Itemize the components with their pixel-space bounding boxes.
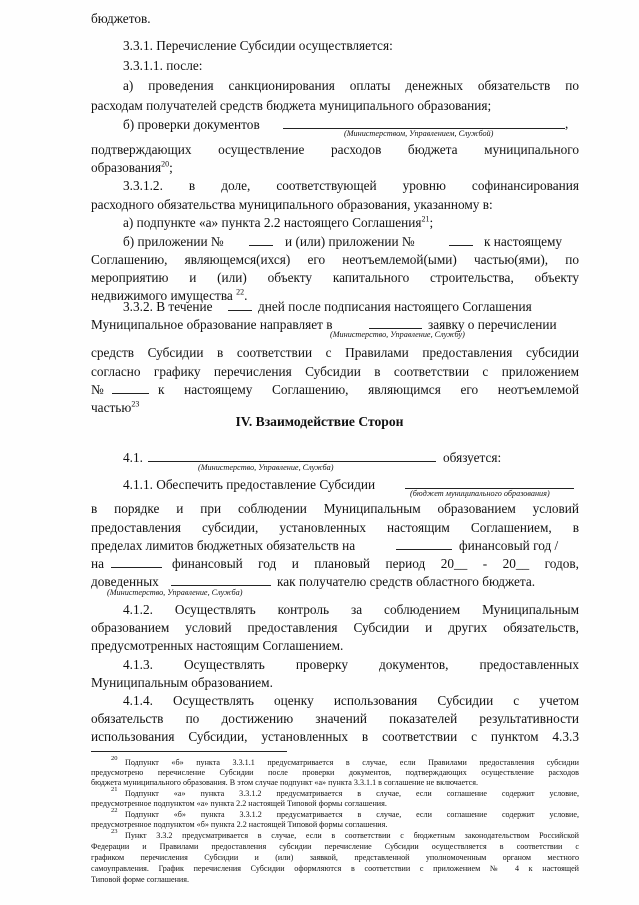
blank-line xyxy=(396,549,452,550)
text-line: в порядке и при соблюдении Муниципальным образованием условий xyxy=(91,501,579,516)
text-line: дней после подписания настоящего Соглашения xyxy=(258,299,532,314)
footnote-line: Подпункт «б» пункта 3.3.1.2 предусматривается в случае, если соглашение содержит условие, xyxy=(125,810,579,819)
footnote-ref[interactable]: 22 xyxy=(236,287,245,297)
footnote-line: Пункт 3.3.2 предусматривается в случае, если в соответствии с бюджетным законодательством Российской xyxy=(125,831,579,840)
text-line: финансовый год / xyxy=(459,538,559,553)
text-line: подтверждающих осуществление расходов бюджета муниципального xyxy=(91,142,579,157)
text-line: использования Субсидии, установленных в соответствии с пунктом 4.3.3 xyxy=(91,729,579,744)
text-line: Соглашению, являющемся(ихся) его неотъемлемой(ыми) частью(ями), по xyxy=(91,252,579,267)
text-line: доведенных xyxy=(91,574,159,589)
text-line: 4.1. xyxy=(123,450,143,465)
footnote-line: самоуправления. График перечисления Субсидии оформляются в соответствии с приложением № 4 к настоящей xyxy=(91,864,579,873)
text-line: как получателю средств областного бюджета. xyxy=(277,574,536,589)
blank-line xyxy=(449,245,473,246)
text-line: расходам получателей средств бюджета муниципального образования; xyxy=(91,98,492,113)
footnote-line: бюджета муниципального образования. В этом случае подпункт «а» пункта 3.3.1.1 в соглашение не включается. xyxy=(91,778,479,787)
section-heading: IV. Взаимодействие Сторон xyxy=(235,414,404,429)
text-line: и (или) приложении № xyxy=(285,234,415,249)
footnote-line: Подпункт «б» пункта 3.3.1.1 предусматривается в случае, если Правилами предоставления субсидии xyxy=(125,758,579,767)
footnote-line: предусмотренное подпунктом «б» пункта 2.2 настоящей Типовой формы соглашения. xyxy=(91,820,388,829)
blank-line xyxy=(228,310,252,311)
text-line: на xyxy=(91,556,105,571)
text-line: бюджетов. xyxy=(91,11,151,26)
text-line: а) подпункте «а» пункта 2.2 настоящего Соглашения$^{21}$; xyxy=(123,214,434,230)
text-line: 3.3.1.2. в доле, соответствующей уровню софинансирования xyxy=(123,178,579,193)
text-line: финансовый год и плановый период 20__ - 20__ годов, xyxy=(172,556,579,571)
text-line: заявку о перечислении xyxy=(428,317,557,332)
text-line: образованием условий предоставления Субсидии и других обязательств, xyxy=(91,620,579,635)
text-line: к настоящему xyxy=(484,234,563,249)
footnote-number: 23 xyxy=(111,828,118,835)
footnote-line: Федерации и Правилами предоставления субсидии перечисление Субсидии осуществляется в соответствии с xyxy=(91,842,579,851)
text-line: а) проведения санкционирования оплаты денежных обязательств по xyxy=(123,78,579,93)
text-line: 3.3.1.1. после: xyxy=(123,58,203,73)
field-hint: (Министерство, Управление, Службу) xyxy=(330,330,465,339)
text-line: 4.1.4. Осуществлять оценку использования Субсидии с учетом xyxy=(123,693,579,708)
text-line: , xyxy=(565,116,569,131)
text-line: недвижимого имущества $^{22}$. xyxy=(91,287,248,303)
footnote-line: графиком перечисления Субсидии и (или) заявкой, представленной уполномоченным органом местного xyxy=(91,853,579,862)
text-line: образования$^{20}$; xyxy=(91,159,173,175)
text-line: Муниципальным образованием. xyxy=(91,675,273,690)
text-line: пределах лимитов бюджетных обязательств на xyxy=(91,538,356,553)
field-hint: (Министерство, Управление, Служба) xyxy=(107,588,243,597)
text-line: обязуется: xyxy=(443,450,502,465)
text-line: 4.1.1. Обеспечить предоставление Субсидии xyxy=(123,477,376,492)
text-line: б) проверки документов xyxy=(123,117,260,132)
footnote-ref[interactable]: 23 xyxy=(131,399,140,409)
text-line: к настоящему Соглашению, являющимся его неотъемлемой xyxy=(158,382,579,397)
text-line: средств Субсидии в соответствии с Правилами предоставления субсидии xyxy=(91,345,579,360)
text-line: 3.3.2. В течение xyxy=(123,299,213,314)
blank-line xyxy=(111,567,162,568)
text-line: 4.1.3. Осуществлять проверку документов, предоставленных xyxy=(123,657,579,672)
text-line: предоставления субсидии, установленных настоящим Соглашением, в xyxy=(91,520,579,535)
field-hint: (бюджет муниципального образования) xyxy=(410,489,550,498)
footnote-separator xyxy=(91,751,287,752)
text-line: расходного обязательства муниципального образования, указанному в: xyxy=(91,197,493,212)
blank-line xyxy=(148,461,436,462)
text-line: 3.3.1. Перечисление Субсидии осуществляется: xyxy=(123,38,393,53)
text-line: предусмотренных настоящим Соглашением. xyxy=(91,638,344,653)
footnote-number: 22 xyxy=(111,807,118,814)
footnote-number: 20 xyxy=(111,755,118,762)
field-hint: (Министерством, Управлением, Службой) xyxy=(344,129,494,138)
footnote-line: предусмотренное подпунктом «а» пункта 2.2 настоящей Типовой формы соглашения. xyxy=(91,799,387,808)
footnote-ref[interactable]: 21 xyxy=(421,214,430,224)
footnote-line: предусмотрено перечисление Субсидии после проверки документов, подтверждающих осуществление расходов xyxy=(91,768,579,777)
blank-line xyxy=(171,585,271,586)
footnote-line: Типовой форме соглашения. xyxy=(91,875,189,884)
blank-line xyxy=(112,393,149,394)
footnote-ref[interactable]: 20 xyxy=(161,159,170,169)
text-line: № xyxy=(91,382,104,397)
text-line: частью$^{23}$ xyxy=(91,399,140,415)
footnote-number: 21 xyxy=(111,786,118,793)
blank-line xyxy=(249,245,273,246)
footnote-line: Подпункт «а» пункта 3.3.1.2 предусматривается в случае, если соглашение содержит условие, xyxy=(125,789,579,798)
text-line: согласно графику перечисления Субсидии в соответствии с приложением xyxy=(91,364,579,379)
text-line: мероприятию и (или) объекту капитального строительства, объекту xyxy=(91,270,579,285)
text-line: 4.1.2. Осуществлять контроль за соблюдением Муниципальным xyxy=(123,602,579,617)
blank-line xyxy=(369,328,422,329)
field-hint: (Министерство, Управление, Служба) xyxy=(198,463,334,472)
text-line: б) приложении № xyxy=(123,234,224,249)
text-line: обязательств по достижению значений показателей результативности xyxy=(91,711,579,726)
text-line: Муниципальное образование направляет в xyxy=(91,317,333,332)
